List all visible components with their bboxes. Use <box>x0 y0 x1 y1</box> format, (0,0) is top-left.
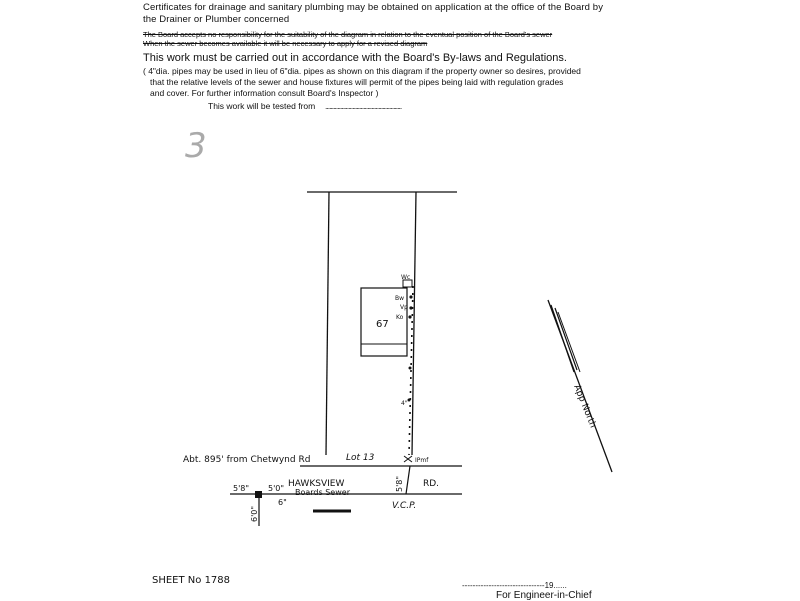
struck-disclaimer-line-1: The Board accepts no responsibility for the suitability of the diagram in relation to the eventual position of the Board's sewer <box>143 30 553 39</box>
pipe-size-label: 4" <box>401 400 408 407</box>
distance-note: Abt. 895' from Chetwynd Rd <box>183 455 311 465</box>
dimension-5ft0: 5'0" <box>268 484 285 493</box>
ipmf-label: IPmf <box>415 457 429 464</box>
pipe-note-line-2: that the relative levels of the sewer and house fixtures will permit of the pipes being laid with regulation grades <box>150 77 564 87</box>
north-arrow-hatch <box>551 305 574 372</box>
drain-point <box>409 367 412 370</box>
fixture-ko-label: Ko <box>396 314 404 321</box>
pipe-note-line-3: and cover. For further information consult Board's Inspector ) <box>150 88 379 98</box>
tested-from-label: This work will be tested from <box>208 101 316 111</box>
fixture-vp-label: Vp <box>400 304 408 311</box>
street-name-left: HAWKSVIEW <box>288 479 345 489</box>
vertical-depth-label: 5'8" <box>395 475 404 492</box>
dimension-6ft0: 6'0" <box>250 505 259 522</box>
pipe-note-line-1: ( 4"dia. pipes may be used in lieu of 6"dia. pipes as shown on this diagram if the property owner so desires, provided <box>143 66 581 76</box>
struck-disclaimer-line-2: When the sewer becomes available it will be necessary to apply for a revised diagram <box>143 39 428 48</box>
date-dots: -------------------------------19...... <box>462 581 567 590</box>
fixture-bw-label: Bw <box>395 295 405 302</box>
north-label: App North <box>571 383 598 430</box>
wc-fixture-box <box>403 280 412 287</box>
north-arrow-hatch <box>555 308 577 370</box>
tested-from-dots: ........................................................ <box>325 101 402 111</box>
sewer-label: Boards Sewer <box>295 488 350 497</box>
fixture-junction-dot <box>408 315 411 318</box>
lot-label: Lot 13 <box>346 453 375 463</box>
connection-drain-line <box>406 466 410 494</box>
dimension-6in: 6" <box>278 498 287 507</box>
drain-point <box>408 399 411 402</box>
vcp-label: V.C.P. <box>392 501 417 511</box>
fixture-wc-label: Wc <box>401 274 411 281</box>
sheet-number: SHEET No 1788 <box>152 575 231 586</box>
house-number: 67 <box>376 319 389 330</box>
right-boundary-line <box>412 192 416 455</box>
certificate-notice-line-1: Certificates for drainage and sanitary plumbing may be obtained on application at the office of the Board by <box>143 2 604 13</box>
certificate-notice-line-2: the Drainer or Plumber concerned <box>143 14 290 25</box>
left-boundary-line <box>326 192 329 455</box>
north-arrow-hatch <box>558 312 580 372</box>
bylaws-statement: This work must be carried out in accordance with the Board's By-laws and Regulations. <box>143 52 567 64</box>
engineer-signature-label: For Engineer-in-Chief <box>496 590 592 601</box>
handwritten-mark: 3 <box>185 126 207 166</box>
street-name-right: RD. <box>423 479 440 489</box>
dimension-5ft8: 5'8" <box>233 484 250 493</box>
fixture-junction-dot <box>409 295 412 298</box>
sewer-junction-marker <box>255 491 262 498</box>
